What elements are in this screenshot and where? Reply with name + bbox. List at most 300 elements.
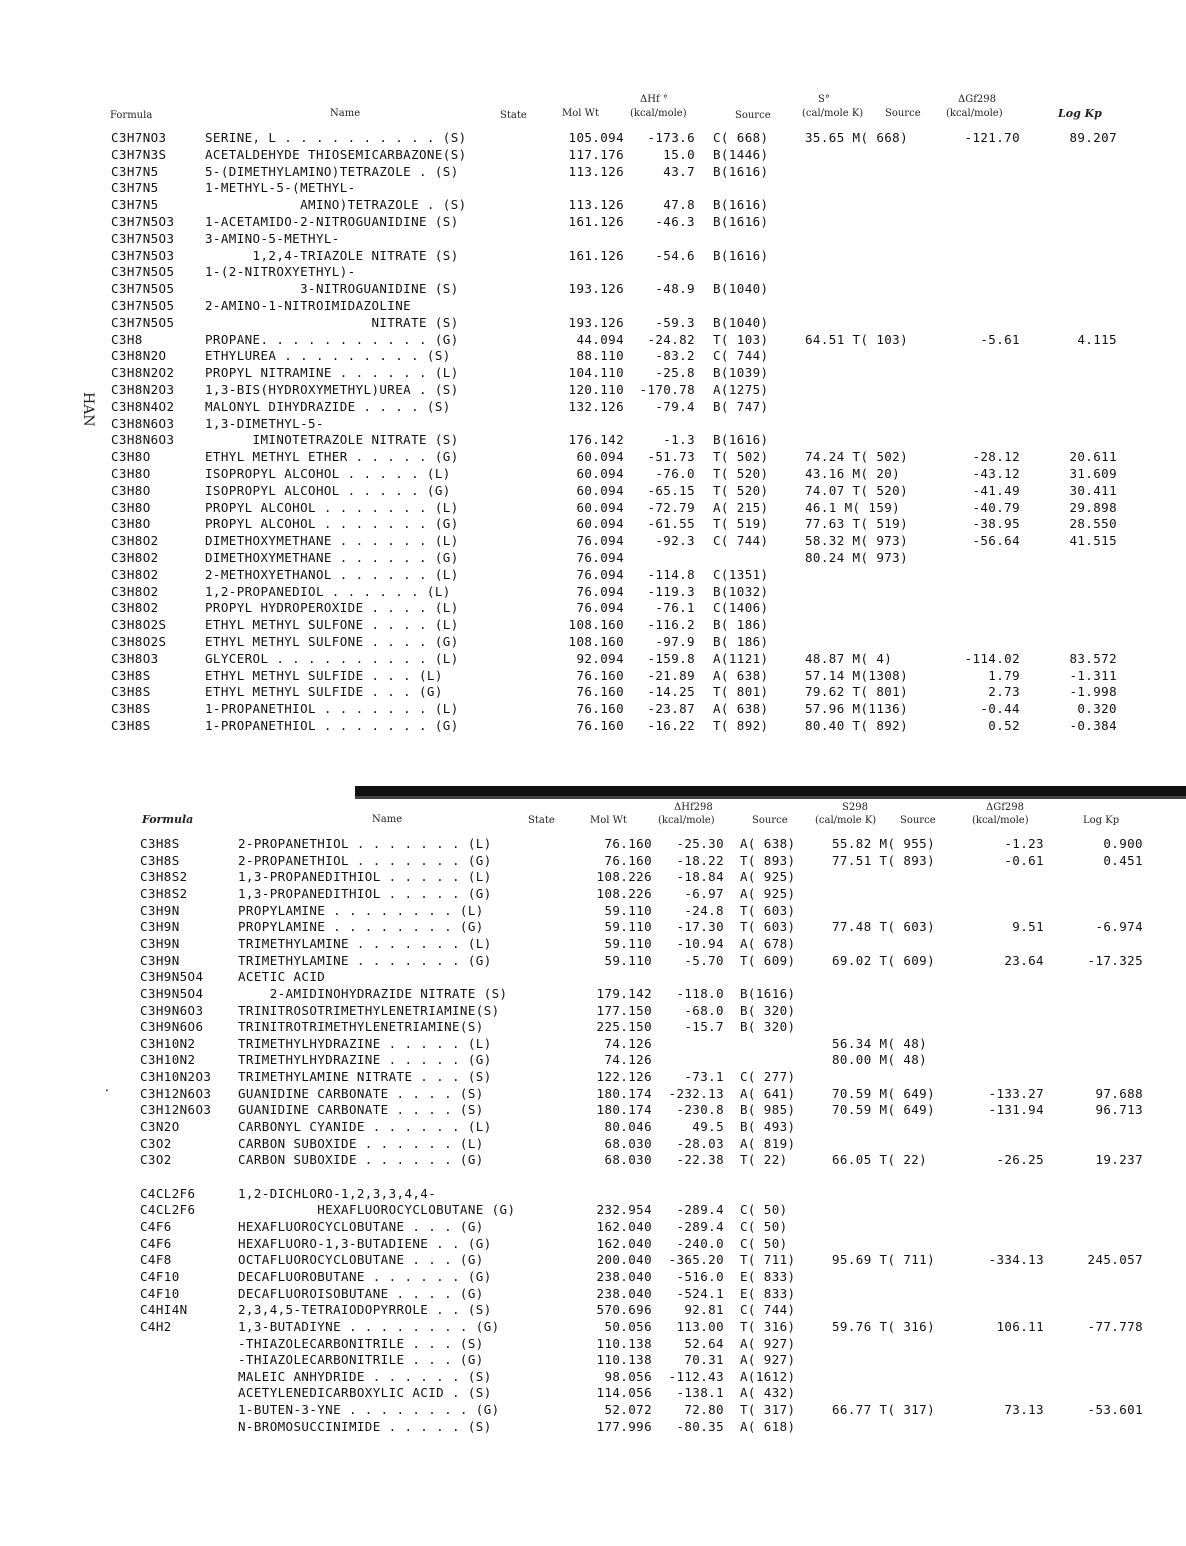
dhf-cell: -138.1 [676,1385,724,1401]
formula-cell: C3H7N5O3 [111,247,175,263]
table-row [0,533,1186,550]
formula-cell: C3H7N5 [111,180,159,196]
source-cell: B(1032) [713,583,769,599]
table-row [0,1336,1186,1353]
source-cell: A(1275) [713,382,769,397]
dhf-cell: -289.4 [676,1202,724,1218]
name-cell: HEXAFLUOROCYCLOBUTANE . . . (G) [238,1218,484,1234]
logkp-cell: -77.778 [1087,1318,1143,1334]
logkp-cell: 29.898 [1069,499,1117,515]
source-cell: B(1446) [713,146,769,162]
source-cell: A( 618) [740,1418,796,1434]
formula-cell: C4F10 [140,1285,180,1301]
table-row [0,969,1186,986]
formula-cell: C3H8O2S [111,617,167,633]
dhf-cell: -48.9 [655,281,695,297]
source-cell: C(1351) [713,566,769,582]
name-cell: 2,3,4,5-TETRAIODOPYRROLE . . (S) [238,1302,492,1318]
table-row [0,1003,1186,1020]
entropy-cell: 57.14 M(1308) [805,667,909,683]
logkp-cell: 83.572 [1069,650,1117,666]
source-cell: T( 603) [740,902,796,918]
dhf-cell: -6.97 [684,885,724,901]
molwt-cell: 76.160 [604,836,652,851]
table-row [0,617,1186,634]
dhf-cell: -97.9 [655,634,695,649]
dhf-cell: 70.31 [684,1352,724,1368]
formula-cell: C3H10N2 [140,1035,196,1051]
table-row [0,1319,1186,1336]
molwt-cell: 104.110 [568,365,624,381]
formula-cell: C3H8S2 [140,885,188,901]
source-cell: T( 801) [713,684,769,700]
dhf-cell: 49.5 [692,1119,724,1135]
name-cell: TRINITROSOTRIMETHYLENETRIAMINE(S) [238,1002,500,1018]
table-row [0,449,1186,466]
table-row [0,1119,1186,1136]
molwt-cell: 193.126 [568,281,624,297]
dhf-cell: -22.38 [676,1152,724,1168]
molwt-cell: 162.040 [596,1218,652,1234]
source-cell: A(1612) [740,1368,796,1384]
name-cell: PROPYL HYDROPEROXIDE . . . . (L) [205,600,459,616]
formula-cell: C3H8O2 [111,550,159,565]
logkp-cell: 97.688 [1095,1085,1143,1101]
molwt-cell: 114.056 [596,1385,652,1401]
entropy-cell: 69.02 T( 609) [832,952,936,968]
hdr2-dgf-top: ΔGf298 [986,802,1024,813]
dgf-cell: 0.52 [988,718,1020,733]
formula-cell: C3H7N5O5 [111,314,175,330]
name-cell: 1,3-PROPANEDITHIOL . . . . . (L) [238,869,492,885]
name-cell: 1-METHYL-5-(METHYL- [205,180,356,196]
molwt-cell: 52.072 [604,1402,652,1418]
name-cell: ETHYL METHYL SULFONE . . . . (G) [205,634,459,649]
name-cell: 1-BUTEN-3-YNE . . . . . . . . (G) [238,1402,500,1418]
name-cell: 1,3-BUTADIYNE . . . . . . . . (G) [238,1318,500,1334]
dhf-cell: -76.1 [655,600,695,616]
source-cell: B(1040) [713,314,769,330]
entropy-cell: 95.69 T( 711) [832,1252,936,1268]
logkp-cell: -0.384 [1069,718,1117,733]
name-cell: 3-NITROGUANIDINE (S) [205,281,459,297]
dgf-cell: -334.13 [988,1252,1044,1268]
molwt-cell: 122.126 [596,1069,652,1085]
source-cell: A( 927) [740,1335,796,1351]
logkp-cell: 0.900 [1103,836,1143,851]
logkp-cell: 28.550 [1069,516,1117,532]
name-cell: 1,3-DIMETHYL-5- [205,415,324,431]
dhf-cell: -68.0 [684,1002,724,1018]
name-cell: PROPYLAMINE . . . . . . . . (G) [238,919,484,935]
name-cell: 2-PROPANETHIOL . . . . . . . (G) [238,852,492,868]
table-row [0,936,1186,953]
molwt-cell: 68.030 [604,1135,652,1151]
hdr2-s-top: S298 [842,802,868,813]
molwt-cell: 60.094 [576,499,624,515]
dgf-cell: 73.13 [1004,1402,1044,1418]
table-row [0,684,1186,701]
dhf-cell: -79.4 [655,398,695,414]
table-row [0,164,1186,181]
molwt-cell: 59.110 [604,952,652,968]
source-cell: B( 493) [740,1119,796,1135]
name-cell: 1-ACETAMIDO-2-NITROGUANIDINE (S) [205,214,459,229]
source-cell: B( 186) [713,634,769,649]
dhf-cell: -289.4 [676,1218,724,1234]
molwt-cell: 200.040 [596,1252,652,1268]
dgf-cell: -131.94 [988,1102,1044,1118]
molwt-cell: 113.126 [568,197,624,213]
source-cell: A( 927) [740,1352,796,1368]
entropy-cell: 66.77 T( 317) [832,1402,936,1418]
source-cell: C( 50) [740,1202,788,1218]
table-row [0,853,1186,870]
table-row [0,500,1186,517]
hdr-dgf-unit: (kcal/mole) [946,108,1003,119]
table-row [0,214,1186,231]
hdr2-name: Name [372,814,403,825]
entropy-cell: 48.87 M( 4) [805,650,893,666]
table-row [0,1052,1186,1069]
entropy-cell: 59.76 T( 316) [832,1318,936,1334]
logkp-cell: 96.713 [1095,1102,1143,1118]
dhf-cell: -61.55 [647,516,695,532]
dgf-cell: -41.49 [972,482,1020,498]
table-row [0,1136,1186,1153]
logkp-cell: 20.611 [1069,449,1117,465]
name-cell: 1,3-BIS(HYDROXYMETHYL)UREA . (S) [205,382,459,397]
logkp-cell: 245.057 [1087,1252,1143,1268]
formula-cell: C4F8 [140,1252,172,1268]
dhf-cell: -119.3 [647,583,695,599]
table-row [0,1202,1186,1219]
name-cell: 1,2-DICHLORO-1,2,3,3,4,4- [238,1185,437,1201]
logkp-cell: 0.451 [1103,852,1143,868]
hdr2-dhf-top: ΔHf298 [674,802,713,813]
molwt-cell: 108.160 [568,634,624,649]
table-row [0,1302,1186,1319]
name-cell: PROPYL ALCOHOL . . . . . . . (G) [205,516,459,532]
molwt-cell: 88.110 [576,348,624,364]
entropy-cell: 56.34 M( 48) [832,1035,928,1051]
table-row [0,836,1186,853]
molwt-cell: 76.094 [576,550,624,565]
molwt-cell: 76.094 [576,533,624,549]
source-cell: A( 638) [713,701,769,717]
table-row [0,382,1186,399]
source-cell: E( 833) [740,1268,796,1284]
formula-cell: C3H8S [111,684,151,700]
source-cell: C(1406) [713,600,769,616]
table-row [0,1169,1186,1186]
table-row [0,365,1186,382]
dhf-cell: -1.3 [663,432,695,448]
name-cell: TRIMETHYLAMINE NITRATE . . . (S) [238,1069,492,1085]
molwt-cell: 179.142 [596,985,652,1001]
molwt-cell: 238.040 [596,1268,652,1284]
name-cell: ISOPROPYL ALCOHOL . . . . . (L) [205,466,451,481]
formula-cell: C3H8S2 [140,869,188,885]
molwt-cell: 76.160 [576,718,624,733]
hdr-dhf-top: ΔHf ° [640,94,668,105]
name-cell: ACETIC ACID [238,969,326,985]
formula-cell: C4F6 [140,1235,172,1251]
hdr2-dgf-unit: (kcal/mole) [972,815,1029,826]
hdr-formula: Formula [110,110,153,121]
name-cell: PROPYL ALCOHOL . . . . . . . (L) [205,499,459,515]
formula-cell: C3H8O3 [111,650,159,666]
table-row [0,668,1186,685]
source-cell: A( 638) [740,836,796,851]
table-row [0,332,1186,349]
molwt-cell: 161.126 [568,247,624,263]
molwt-cell: 60.094 [576,516,624,532]
name-cell: -THIAZOLECARBONITRILE . . . (S) [238,1335,484,1351]
dhf-cell: 52.64 [684,1335,724,1351]
formula-cell: C3H9N [140,935,180,951]
table-row [0,1069,1186,1086]
formula-cell: C3H7N5 [111,197,159,213]
molwt-cell: 117.176 [568,146,624,162]
formula-cell: C4CL2F6 [140,1185,196,1201]
table-row [0,1152,1186,1169]
dgf-cell: -1.23 [1004,836,1044,851]
formula-cell: C3H8O [111,516,151,532]
formula-cell: C3H8S [111,718,151,733]
source-cell: T( 103) [713,331,769,347]
source-cell: B( 320) [740,1019,796,1035]
dgf-cell: 106.11 [996,1318,1044,1334]
formula-cell: C3H8N4O2 [111,398,175,414]
logkp-cell: -53.601 [1087,1402,1143,1418]
source-cell: A( 819) [740,1135,796,1151]
hdr2-molwt: Mol Wt [590,815,627,826]
name-cell: GUANIDINE CARBONATE . . . . (S) [238,1102,484,1118]
table-row [0,1369,1186,1386]
formula-cell: C3H8O2 [111,566,159,582]
formula-cell: C3H8O [111,499,151,515]
table-row [0,869,1186,886]
name-cell: MALONYL DIHYDRAZIDE . . . . (S) [205,398,451,414]
logkp-cell: -1.998 [1069,684,1117,700]
dgf-cell: -5.61 [980,331,1020,347]
dhf-cell: -10.94 [676,935,724,951]
name-cell: 3-AMINO-5-METHYL- [205,230,340,246]
source-cell: C( 50) [740,1235,788,1251]
source-cell: A( 215) [713,499,769,515]
table-row [0,584,1186,601]
hdr-name: Name [330,108,361,119]
formula-cell: C3H8O2 [111,600,159,616]
formula-cell: C3H7N5 [111,163,159,179]
hdr-dhf-unit: (kcal/mole) [630,108,687,119]
source-cell: B(1616) [740,985,796,1001]
table-row [0,197,1186,214]
source-cell: T( 609) [740,952,796,968]
hdr2-s-unit: (cal/mole K) [815,815,877,826]
name-cell: TRIMETHYLHYDRAZINE . . . . . (G) [238,1052,492,1068]
dhf-cell: -25.8 [655,365,695,381]
hdr-state: State [500,110,527,121]
hdr-logkp: Log Kp [1058,107,1102,120]
table-row [0,231,1186,248]
dhf-cell: 47.8 [663,197,695,213]
dhf-cell: -118.0 [676,985,724,1001]
formula-cell: C3O2 [140,1152,172,1168]
dgf-cell: -133.27 [988,1085,1044,1101]
source-cell: B(1616) [713,247,769,263]
molwt-cell: 108.226 [596,885,652,901]
name-cell: CARBON SUBOXIDE . . . . . . (L) [238,1135,484,1151]
source-cell: C( 50) [740,1218,788,1234]
formula-cell: C3H8S [111,667,151,683]
table-row [0,550,1186,567]
entropy-cell: 77.63 T( 519) [805,516,909,532]
formula-cell: C3H7NO3 [111,130,167,145]
logkp-cell: 31.609 [1069,466,1117,481]
dgf-cell: -43.12 [972,466,1020,481]
name-cell: HEXAFLUOROCYCLOBUTANE (G) [238,1202,516,1218]
name-cell: TRIMETHYLHYDRAZINE . . . . . (L) [238,1035,492,1051]
formula-cell: C3H9N6O6 [140,1019,204,1035]
dhf-cell: -46.3 [655,214,695,229]
dhf-cell: -25.30 [676,836,724,851]
dhf-cell: 72.80 [684,1402,724,1418]
molwt-cell: 225.150 [596,1019,652,1035]
molwt-cell: 105.094 [568,130,624,145]
source-cell: B(1616) [713,163,769,179]
dhf-cell: -23.87 [647,701,695,717]
table-row [0,1352,1186,1369]
name-cell: SERINE, L . . . . . . . . . . (S) [205,130,467,145]
dgf-cell: 23.64 [1004,952,1044,968]
dgf-cell: -26.25 [996,1152,1044,1168]
name-cell: DIMETHOXYMETHANE . . . . . . (L) [205,533,459,549]
table-row [0,348,1186,365]
formula-cell: C3H8N2O3 [111,382,175,397]
entropy-cell: 74.24 T( 502) [805,449,909,465]
table-row [0,1086,1186,1103]
entropy-cell: 80.24 M( 973) [805,550,909,565]
name-cell: -THIAZOLECARBONITRILE . . . (G) [238,1352,484,1368]
table-row [0,416,1186,433]
name-cell: OCTAFLUOROCYCLOBUTANE . . . (G) [238,1252,484,1268]
source-cell: E( 833) [740,1285,796,1301]
formula-cell: C3H7N5O3 [111,230,175,246]
source-cell: T( 603) [740,919,796,935]
entropy-cell: 58.32 M( 973) [805,533,909,549]
source-cell: T( 892) [713,718,769,733]
logkp-cell: 89.207 [1069,130,1117,145]
source-cell: B( 186) [713,617,769,633]
dhf-cell: -524.1 [676,1285,724,1301]
dhf-cell: -116.2 [647,617,695,633]
dhf-cell: -18.22 [676,852,724,868]
formula-cell: C3H9N5O4 [140,969,204,985]
formula-cell: C3H8N6O3 [111,432,175,448]
dhf-cell: -5.70 [684,952,724,968]
formula-cell: C3H8N6O3 [111,415,175,431]
dhf-cell: -76.0 [655,466,695,481]
table-row [0,399,1186,416]
formula-cell: C3H8O2S [111,634,167,649]
name-cell: 1-PROPANETHIOL . . . . . . . (L) [205,701,459,717]
hdr2-source2: Source [900,815,936,826]
dhf-cell: -159.8 [647,650,695,666]
entropy-cell: 77.48 T( 603) [832,919,936,935]
source-cell: T( 22) [740,1152,788,1168]
name-cell: 1,2-PROPANEDIOL . . . . . . (L) [205,583,451,599]
formula-cell: C3H8S [140,836,180,851]
table-row [0,1252,1186,1269]
dhf-cell: -15.7 [684,1019,724,1035]
entropy-cell: 70.59 M( 649) [832,1085,936,1101]
dhf-cell: -24.8 [684,902,724,918]
name-cell: ETHYL METHYL SULFONE . . . . (L) [205,617,459,633]
molwt-cell: 59.110 [604,935,652,951]
source-cell: T( 317) [740,1402,796,1418]
molwt-cell: 50.056 [604,1318,652,1334]
formula-cell: C3H7N3S [111,146,167,162]
source-cell: T( 520) [713,466,769,481]
dhf-cell: -28.03 [676,1135,724,1151]
logkp-cell: 19.237 [1095,1152,1143,1168]
name-cell: ETHYLUREA . . . . . . . . . (S) [205,348,451,364]
formula-cell: C3H8 [111,331,143,347]
table-row [0,986,1186,1003]
entropy-cell: 55.82 M( 955) [832,836,936,851]
entropy-cell: 77.51 T( 893) [832,852,936,868]
entropy-cell: 80.00 M( 48) [832,1052,928,1068]
dgf-cell: -40.79 [972,499,1020,515]
dhf-cell: -170.78 [639,382,695,397]
margin-mark-bottom: . [102,1088,118,1093]
molwt-cell: 76.094 [576,566,624,582]
dhf-cell: -516.0 [676,1268,724,1284]
name-cell: TRIMETHYLAMINE . . . . . . . (G) [238,952,492,968]
entropy-cell: 70.59 M( 649) [832,1102,936,1118]
name-cell: GUANIDINE CARBONATE . . . . (S) [238,1085,484,1101]
entropy-cell: 80.40 T( 892) [805,718,909,733]
source-cell: C( 668) [713,130,769,145]
name-cell: 1-PROPANETHIOL . . . . . . . (G) [205,718,459,733]
dgf-cell: -28.12 [972,449,1020,465]
dhf-cell: -51.73 [647,449,695,465]
dhf-cell: -59.3 [655,314,695,330]
name-cell: ISOPROPYL ALCOHOL . . . . . (G) [205,482,451,498]
name-cell: ACETALDEHYDE THIOSEMICARBAZONE(S) [205,146,467,162]
name-cell: ETHYL METHYL SULFIDE . . . (G) [205,684,443,700]
name-cell: DECAFLUOROISOBUTANE . . . . (G) [238,1285,484,1301]
hdr-source1: Source [735,110,771,121]
entropy-cell: 46.1 M( 159) [805,499,901,515]
name-cell: ACETYLENEDICARBOXYLIC ACID . (S) [238,1385,492,1401]
dhf-cell: -83.2 [655,348,695,364]
formula-cell: C3H8O2 [111,533,159,549]
table-row [0,1385,1186,1402]
source-cell: T( 502) [713,449,769,465]
name-cell: PROPANE. . . . . . . . . . . (G) [205,331,459,347]
formula-cell: C3O2 [140,1135,172,1151]
name-cell: TRINITROTRIMETHYLENETRIAMINE(S) [238,1019,484,1035]
logkp-cell: 30.411 [1069,482,1117,498]
entropy-cell: 74.07 T( 520) [805,482,909,498]
source-cell: B( 320) [740,1002,796,1018]
margin-mark-top: HAN [80,392,96,427]
molwt-cell: 132.126 [568,398,624,414]
name-cell: MALEIC ANHYDRIDE . . . . . . (S) [238,1368,492,1384]
